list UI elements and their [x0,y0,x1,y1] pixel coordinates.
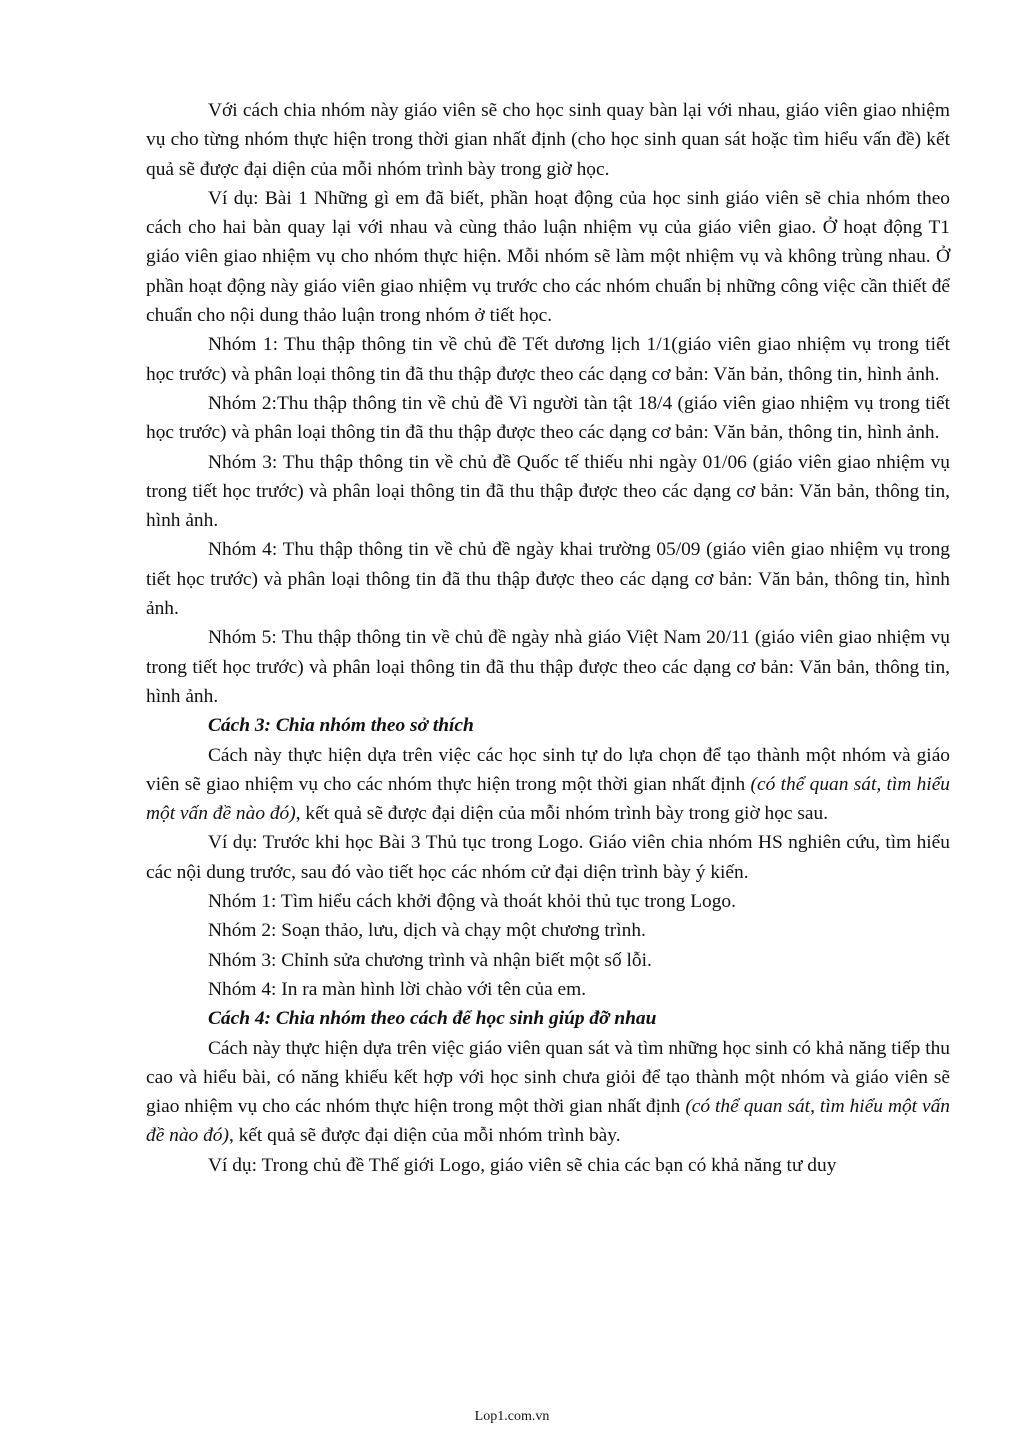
list-item-group-3: Nhóm 3: Chỉnh sửa chương trình và nhận biết một số lỗi. [208,949,652,971]
paragraph-cach-4-intro [146,1034,950,1151]
paragraph: Ví dụ: Bài 1 Những gì em đã biết, phần hoạt động của học sinh giáo viên sẽ chia nhóm theo cách cho hai bàn quay lại với nhau và cùng thảo luận nhiệm vụ của giáo viên giao. Ở hoạt động T1 giáo viên giao nhiệm vụ cho nhóm thực hiện. Mỗi nhóm sẽ làm một nhiệm vụ và không trùng nhau. Ở phần hoạt động này giáo viên giao nhiệm vụ trước cho các nhóm chuẩn bị những công việc cần thiết để chuẩn cho nội dung thảo luận trong nhóm ở tiết học. [146,187,950,327]
paragraph: Nhóm 5: Thu thập thông tin về chủ đề ngày nhà giáo Việt Nam 20/11 (giáo viên giao nhiệm vụ trong tiết học trước) và phân loại thông tin đã thu thập được theo các dạng cơ bản: Văn bản, thông tin, hình ảnh. [146,627,950,707]
paragraph: Nhóm 3: Thu thập thông tin về chủ đề Quốc tế thiếu nhi ngày 01/06 (giáo viên giao nhiệm vụ trong tiết học trước) và phân loại thông tin đã thu thập được theo các dạng cơ bản: Văn bản, thông tin, hình ảnh. [146,451,950,532]
text-run: , kết quả sẽ được đại diện của mỗi nhóm trình bày. [228,1125,621,1147]
section-heading-cach-4: Cách 4: Chia nhóm theo cách để học sinh giúp đỡ nhau [208,1008,657,1030]
text-run: Cách này thực hiện dựa trên việc các học sinh tự do lựa chọn để tạo thành một nhóm và giáo viên sẽ giao nhiệm vụ cho các nhóm thực hiện trong một thời gian nhất định [146,744,950,795]
italic-note: (có thể quan sát, tìm hiểu một vấn đề nào đó) [146,1096,950,1147]
page-footer [0,1408,1024,1426]
paragraph: Nhóm 2:Thu thập thông tin về chủ đề Vì người tàn tật 18/4 (giáo viên giao nhiệm vụ trong tiết học trước) và phân loại thông tin đã thu thập được theo các dạng cơ bản: Văn bản, thông tin, hình ảnh. [146,392,950,444]
paragraph: Nhóm 1: Thu thập thông tin về chủ đề Tết dương lịch 1/1(giáo viên giao nhiệm vụ trong tiết học trước) và phân loại thông tin đã thu thập được theo các dạng cơ bản: Văn bản, thông tin, hình ảnh. [146,334,950,385]
paragraph-cach-3-example: Ví dụ: Trước khi học Bài 3 Thủ tục trong Logo. Giáo viên chia nhóm HS nghiên cứu, tìm hiểu các nội dung trước, sau đó vào tiết học các nhóm cử đại diện trình bày ý kiến. [146,832,950,883]
italic-note: (có thể quan sát, tìm hiểu một vấn đề nào đó) [146,773,950,825]
paragraph: Với cách chia nhóm này giáo viên sẽ cho học sinh quay bàn lại với nhau, giáo viên giao nhiệm vụ cho từng nhóm thực hiện trong thời gian nhất định (cho học sinh quan sát hoặc tìm hiểu vấn đề) kết quả sẽ được đại diện của mỗi nhóm trình bày trong giờ học. [146,100,950,180]
list-item-group-4: Nhóm 4: In ra màn hình lời chào với tên của em. [208,978,587,1000]
paragraph-cach-4-example: Ví dụ: Trong chủ đề Thế giới Logo, giáo viên sẽ chia các bạn có khả năng tư duy [208,1154,837,1176]
list-item-group-1: Nhóm 1: Tìm hiểu cách khởi động và thoát khỏi thủ tục trong Logo. [208,891,736,913]
document-body [146,96,950,1180]
list-item-group-2: Nhóm 2: Soạn thảo, lưu, dịch và chạy một chương trình. [208,920,646,942]
text-run: , kết quả sẽ được đại diện của mỗi nhóm trình bày trong giờ học sau. [295,803,829,825]
section-heading-cach-3: Cách 3: Chia nhóm theo sở thích [208,715,474,737]
footer-site-label: Lop1.com.vn [474,1409,550,1424]
text-run: Cách này thực hiện dựa trên việc giáo viên quan sát và tìm những học sinh có khả năng tiếp thu cao và hiểu bài, có năng khiếu kết hợp với học sinh chưa giỏi để tạo thành một nhóm và giáo viên sẽ giao nhiệm vụ cho các nhóm thực hiện trong một thời gian nhất định [146,1037,950,1118]
paragraph-cach-3-intro [146,741,950,829]
paragraph: Nhóm 4: Thu thập thông tin về chủ đề ngày khai trường 05/09 (giáo viên giao nhiệm vụ trong tiết học trước) và phân loại thông tin đã thu thập được theo các dạng cơ bản: Văn bản, thông tin, hình ảnh. [146,539,950,620]
